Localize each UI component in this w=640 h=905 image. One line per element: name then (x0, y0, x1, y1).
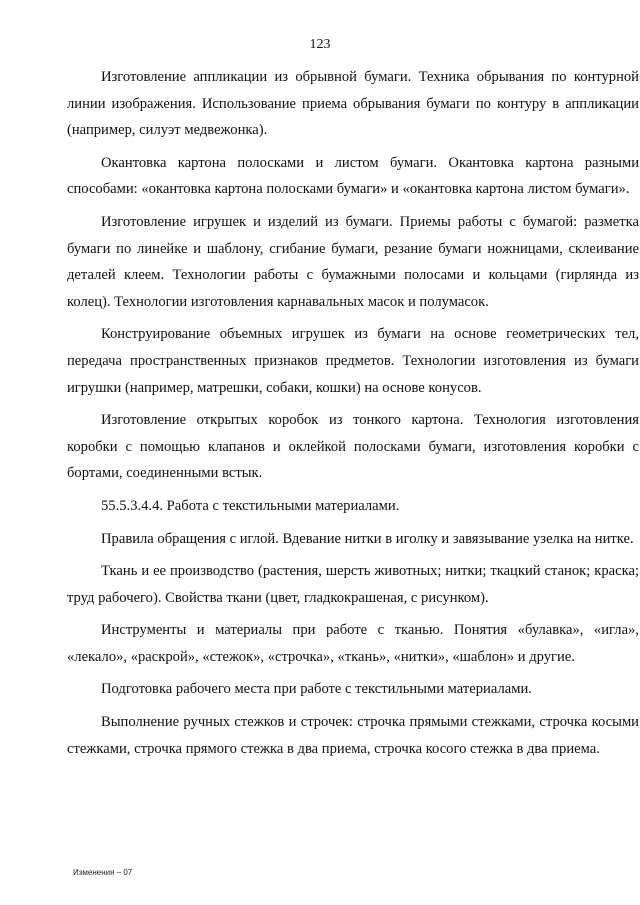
paragraph: Изготовление игрушек и изделий из бумаги. Приемы работы с бумагой: разметка бумаги по линейке и шаблону, сгибание бумаги, резание бумаги ножницами, склеивание деталей клеем. Технологии работы с бумажными полосами и кольцами (гирлянда из колец). Технологии изготовления карнавальных масок и полумасок. (67, 213, 639, 310)
page-number: 123 (309, 37, 331, 52)
footer-note: Изменения – 07 (73, 868, 133, 877)
paragraph: Инструменты и материалы при работе с тканью. Понятия «булавка», «игла», «лекало», «раскрой», «стежок», «строчка», «ткань», «нитки», «шаблон» и другие. (67, 622, 639, 665)
section-heading: 55.5.3.4.4. Работа с текстильными материалами. (101, 497, 400, 514)
paragraph: Изготовление аппликации из обрывной бумаги. Техника обрывания по контурной линии изображения. Использование приема обрывания бумаги по контуру в аппликации (например, силуэт медвежонка). (67, 69, 639, 139)
paragraph: Ткань и ее производство (растения, шерсть животных; нитки; ткацкий станок; краска; труд рабочего). Свойства ткани (цвет, гладкокрашеная, с рисунком). (67, 563, 639, 606)
paragraph: Правила обращения с иглой. Вдевание нитки в иголку и завязывание узелка на нитке. (101, 530, 634, 547)
paragraph: Подготовка рабочего места при работе с текстильными материалами. (101, 681, 532, 698)
paragraph: Окантовка картона полосками и листом бумаги. Окантовка картона разными способами: «окантовка картона полосками бумаги» и «окантовка картона листом бумаги». (67, 154, 639, 198)
paragraph: Изготовление открытых коробок из тонкого картона. Технология изготовления коробки с помощью клапанов и оклейкой полосками бумаги, изготовления коробки с бортами, соединенными встык. (67, 412, 639, 482)
document-body (67, 64, 639, 768)
paragraph: Выполнение ручных стежков и строчек: строчка прямыми стежками, строчка косыми стежками, строчка прямого стежка в два приема, строчка косого стежка в два приема. (67, 714, 639, 757)
paragraph: Конструирование объемных игрушек из бумаги на основе геометрических тел, передача пространственных признаков предметов. Технологии изготовления из бумаги игрушки (например, матрешки, собаки, кошки) на основе конусов. (67, 326, 639, 396)
